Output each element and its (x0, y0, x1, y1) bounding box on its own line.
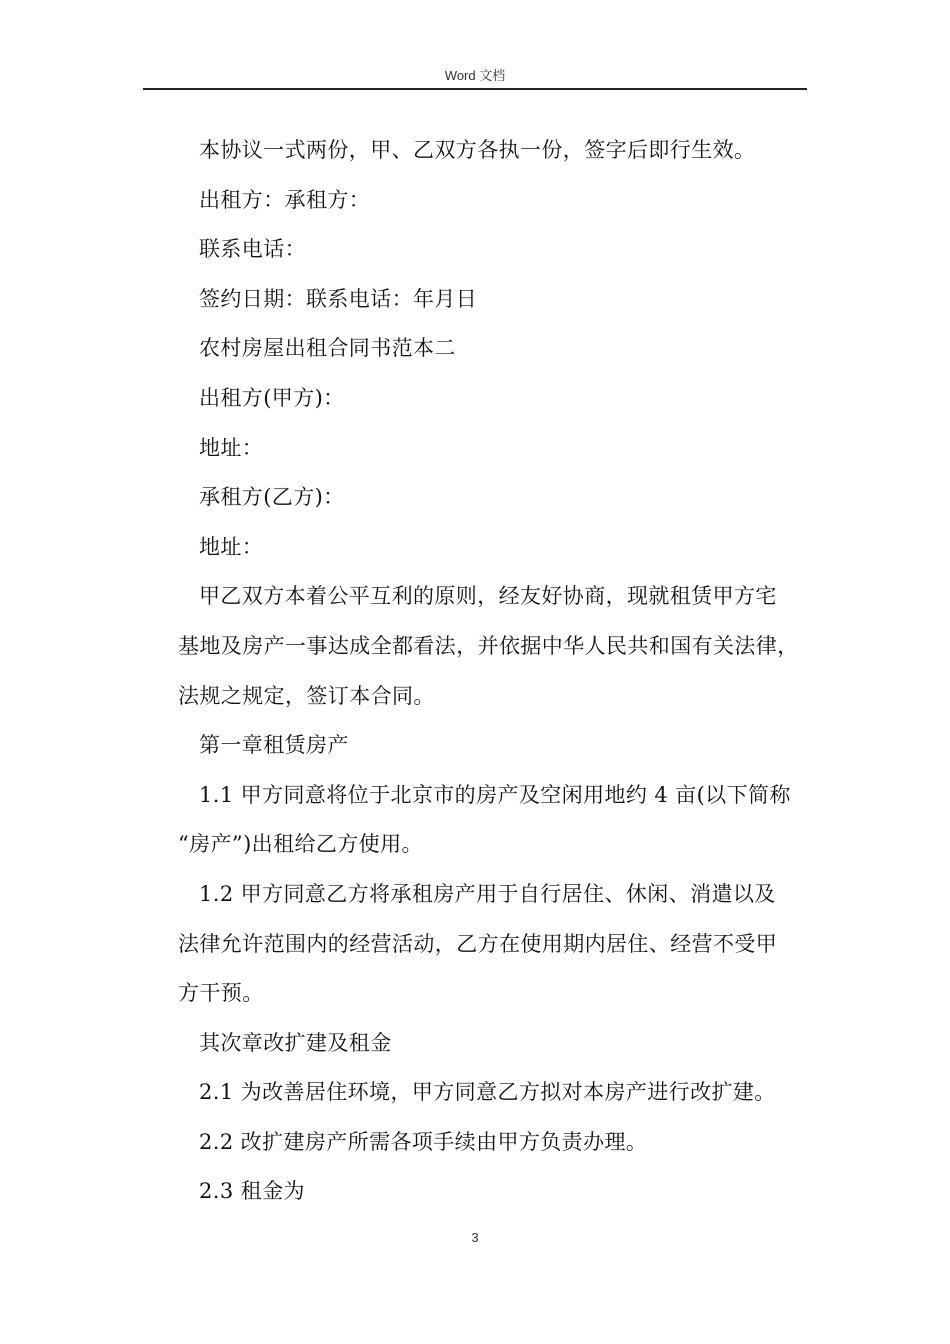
paragraph-14: 其次章改扩建及租金 (199, 1030, 392, 1055)
paragraph-17: 2.3 租金为 (199, 1179, 305, 1204)
paragraph-7: 地址： (199, 435, 264, 460)
paragraph-3: 联系电话： (199, 237, 306, 262)
paragraph-10-line-2: 基地及房产一事达成全都看法，并依据中华人民共和国有关法律， (178, 633, 799, 658)
document-body (178, 126, 810, 1217)
paragraph-2: 出租方：承租方： (199, 187, 371, 212)
paragraph-12-line-2: “房产”)出租给乙方使用。 (178, 832, 423, 857)
paragraph-15: 2.1 为改善居住环境，甲方同意乙方拟对本房产进行改扩建。 (199, 1080, 776, 1105)
paragraph-9: 地址： (199, 534, 264, 559)
paragraph-6: 出租方(甲方)： (199, 385, 345, 410)
paragraph-13-line-1: 1.2 甲方同意乙方将承租房产用于自行居住、休闲、消遣以及 (199, 881, 776, 906)
paragraph-13-line-3: 方干预。 (178, 981, 264, 1006)
paragraph-4: 签约日期：联系电话：年月日 (199, 286, 478, 311)
paragraph-5: 农村房屋出租合同书范本二 (199, 336, 456, 361)
paragraph-11: 第一章租赁房产 (199, 733, 349, 758)
paragraph-10-line-3: 法规之规定，签订本合同。 (178, 683, 435, 708)
paragraph-8: 承租方(乙方)： (199, 485, 345, 510)
paragraph-10-line-1: 甲乙双方本着公平互利的原则，经友好协商，现就租赁甲方宅 (199, 584, 777, 609)
paragraph-13-line-2: 法律允许范围内的经营活动，乙方在使用期内居住、经营不受甲 (178, 931, 778, 956)
paragraph-12-line-1: 1.1 甲方同意将位于北京市的房产及空闲用地约 4 亩(以下简称 (199, 782, 791, 807)
page-header (143, 66, 807, 90)
paragraph-16: 2.2 改扩建房产所需各项手续由甲方负责办理。 (199, 1129, 648, 1154)
header-title: Word 文档 (444, 68, 506, 83)
paragraph-1: 本协议一式两份，甲、乙双方各执一份，签字后即行生效。 (199, 138, 756, 162)
page-number: 3 (471, 1230, 479, 1245)
